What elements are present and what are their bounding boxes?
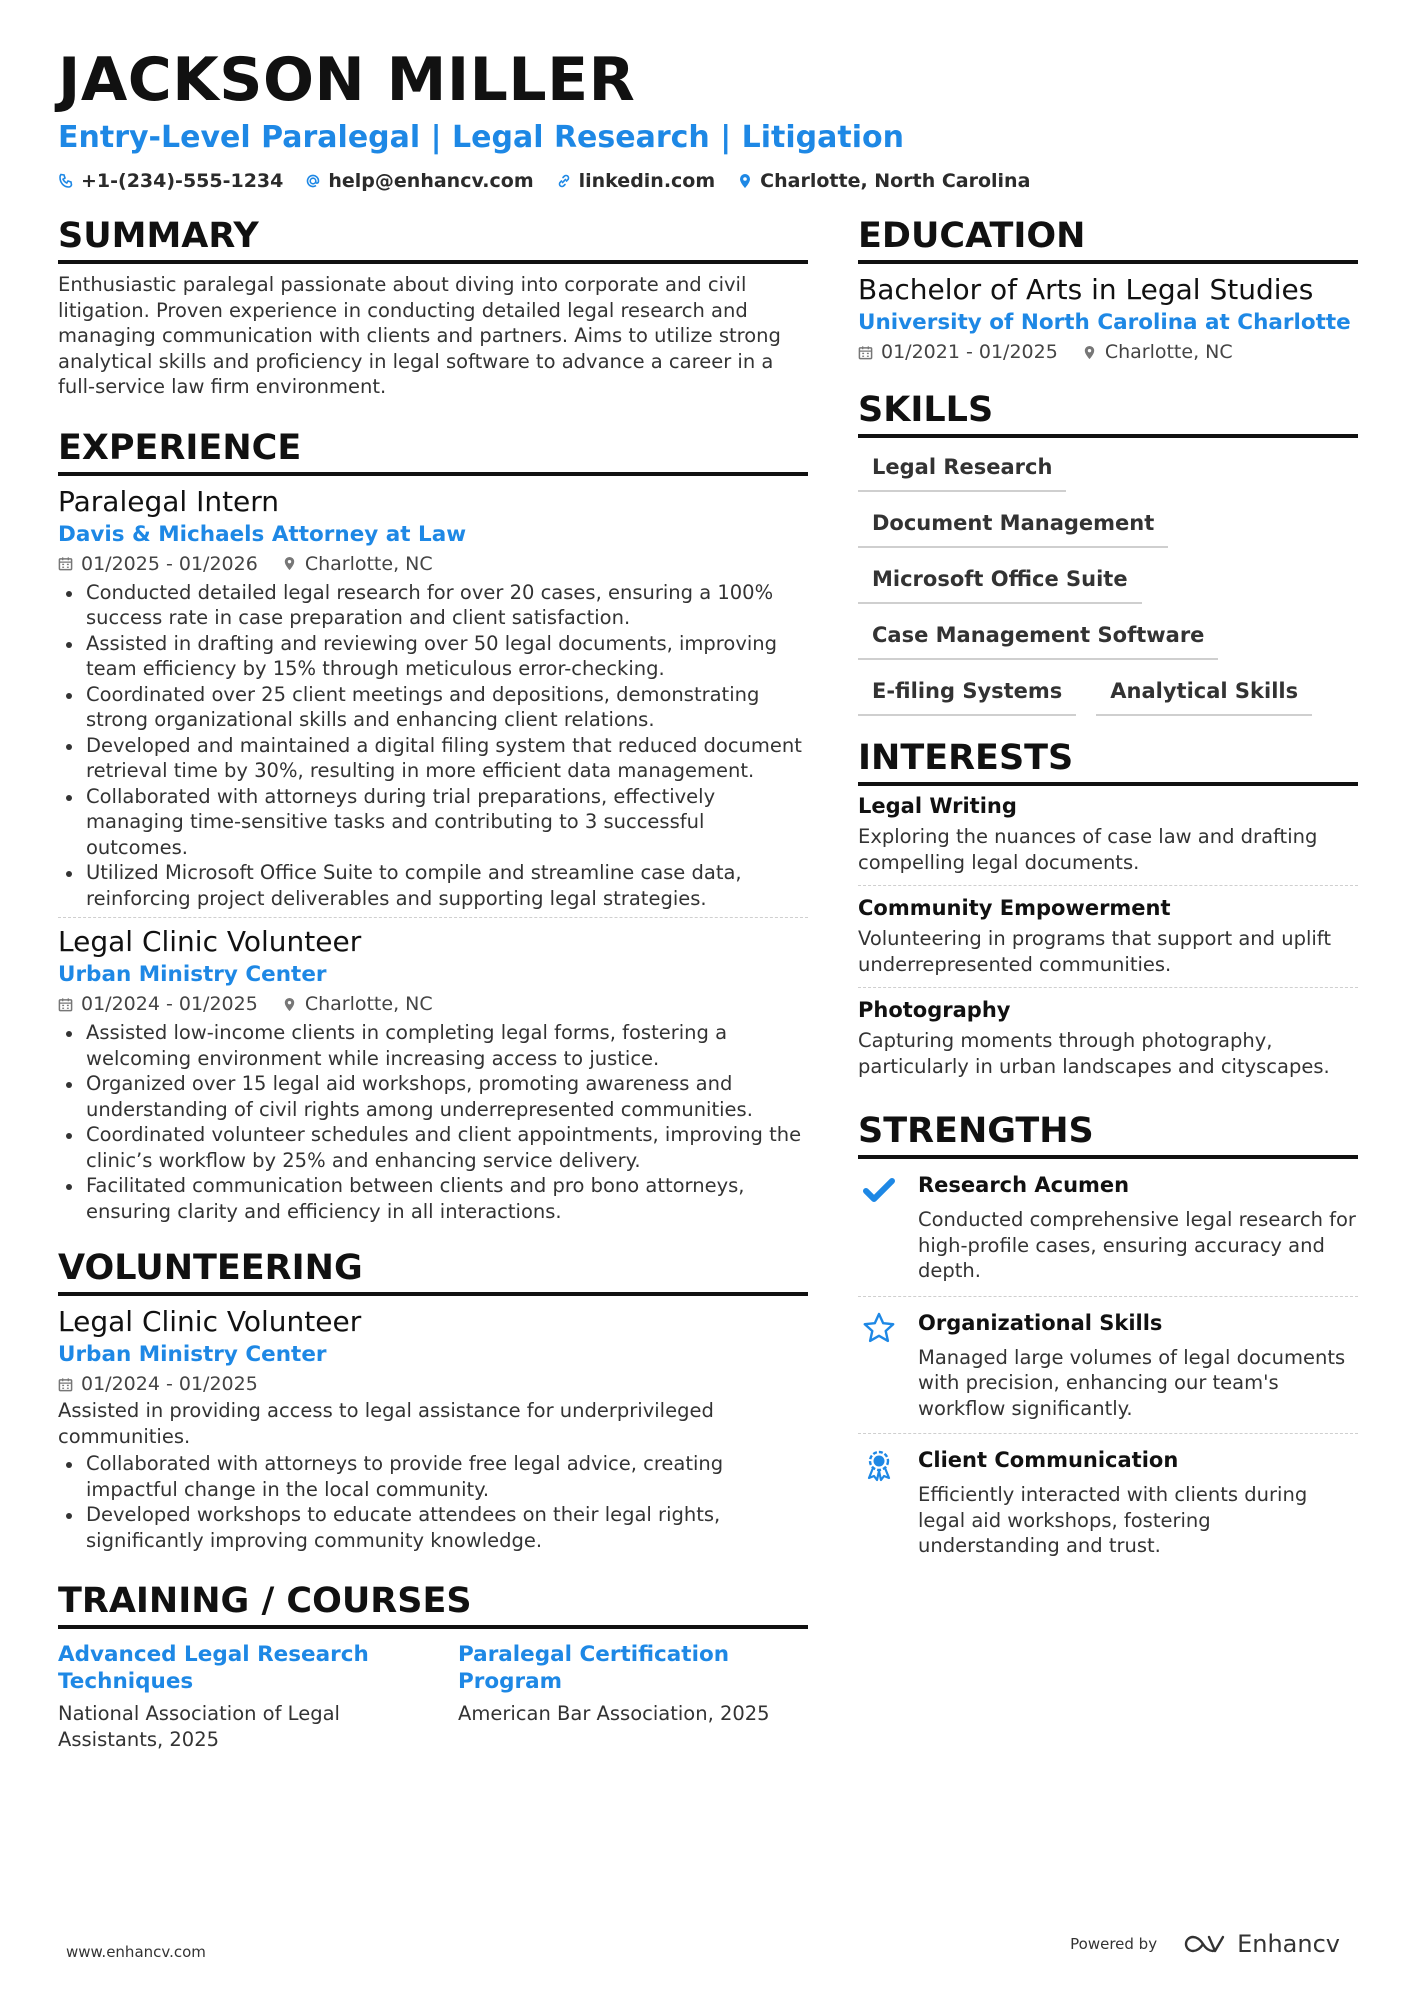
skill-tag: Microsoft Office Suite	[858, 562, 1142, 604]
map-pin-icon	[282, 556, 297, 571]
interest-title: Community Empowerment	[858, 896, 1171, 920]
strength-description: Conducted comprehensive legal research for high-profile cases, ensuring accuracy and depth.	[918, 1208, 1356, 1282]
bullet-item: Assisted in drafting and reviewing over 50 legal documents, improving team efficiency by 15% through meticulous error-checking.	[58, 631, 808, 682]
strength-title: Research Acumen	[918, 1173, 1130, 1197]
job-location-text: Charlotte, NC	[304, 552, 433, 575]
volunteering-section	[58, 1246, 808, 1553]
course-title: Paralegal Certification Program	[458, 1642, 730, 1694]
contact-row	[58, 170, 1358, 192]
contact-location	[737, 170, 1030, 192]
skill-tag: Legal Research	[858, 450, 1066, 492]
experience-entry	[58, 924, 808, 1224]
bullet-item: Developed and maintained a digital filing system that reduced document retrieval time by 30%, resulting in more efficient data management.	[58, 733, 808, 784]
job-dates	[58, 990, 258, 1018]
job-bullets	[58, 1020, 808, 1224]
at-sign-icon	[305, 173, 321, 189]
contact-email[interactable]	[305, 170, 533, 192]
skills-section	[858, 388, 1358, 716]
job-role: Paralegal Intern	[58, 484, 280, 518]
map-pin-icon	[1082, 345, 1097, 360]
bullet-item: Developed workshops to educate attendees on their legal rights, significantly improving community knowledge.	[58, 1502, 808, 1553]
calendar-icon	[58, 997, 73, 1012]
strength-title: Organizational Skills	[918, 1310, 1163, 1335]
interest-description: Capturing moments through photography, particularly in urban landscapes and cityscapes.	[858, 1029, 1330, 1078]
volunteer-description: Assisted in providing access to legal assistance for underprivileged communities.	[58, 1399, 714, 1448]
job-bullets	[58, 580, 808, 912]
job-location	[282, 550, 433, 578]
education-location	[1082, 338, 1233, 366]
education-location-text: Charlotte, NC	[1104, 341, 1233, 363]
bullet-item: Coordinated volunteer schedules and client appointments, improving the clinic’s workflow by 25% and enhancing service delivery.	[58, 1122, 808, 1173]
bullet-item: Coordinated over 25 client meetings and depositions, demonstrating strong organizational skills and enhancing client relations.	[58, 682, 808, 733]
interest-description: Exploring the nuances of case law and drafting compelling legal documents.	[858, 825, 1318, 874]
strength-description: Efficiently interacted with clients during legal aid workshops, fostering understanding and trust.	[918, 1483, 1308, 1557]
bullet-item: Organized over 15 legal aid workshops, promoting awareness and understanding of civil rights among underrepresented communities.	[58, 1071, 808, 1122]
summary-text: Enthusiastic paralegal passionate about diving into corporate and civil litigation. Proven experience in conducting detailed legal research and managing communication with clients and partners. Aims to utilize strong analytical skills and proficiency in legal software to advance a career in a full-service law firm environment.	[58, 273, 781, 398]
job-company: Davis & Michaels Attorney at Law	[58, 521, 467, 547]
brand-name: Enhancv	[1237, 1930, 1340, 1958]
skill-tag: Analytical Skills	[1096, 674, 1312, 716]
job-dates	[58, 550, 258, 578]
bullet-item: Utilized Microsoft Office Suite to compile and streamline case data, reinforcing project deliverables and supporting legal strategies.	[58, 860, 808, 911]
job-role: Legal Clinic Volunteer	[58, 925, 362, 958]
strengths-title: STRENGTHS	[858, 1109, 1358, 1159]
school: University of North Carolina at Charlotte	[858, 310, 1351, 335]
map-pin-icon	[282, 997, 297, 1012]
education-section	[858, 214, 1358, 366]
course-list	[58, 1641, 808, 1753]
interest-title: Legal Writing	[858, 794, 1017, 818]
strength-body	[918, 1171, 1358, 1284]
strength-icon-wrap	[858, 1171, 900, 1284]
volunteer-role: Legal Clinic Volunteer	[58, 1305, 362, 1338]
footer-website[interactable]: www.enhancv.com	[66, 1943, 206, 1961]
star-icon	[862, 1311, 896, 1345]
volunteer-dates	[58, 1370, 258, 1398]
strength-icon-wrap	[858, 1309, 900, 1422]
location-text: Charlotte, North Carolina	[760, 170, 1031, 192]
summary-title: SUMMARY	[58, 214, 808, 264]
skill-row	[858, 450, 1358, 492]
right-column	[858, 214, 1358, 1597]
bullet-item: Assisted low-income clients in completing legal forms, fostering a welcoming environment while increasing access to justice.	[58, 1020, 808, 1071]
volunteer-meta	[58, 1370, 808, 1398]
interest-description: Volunteering in programs that support and uplift underrepresented communities.	[858, 927, 1331, 976]
course-description: National Association of Legal Assistants, 2025	[58, 1702, 340, 1751]
course-item	[458, 1641, 808, 1753]
job-company: Urban Ministry Center	[58, 962, 327, 987]
resume-header	[58, 44, 1358, 192]
education-meta	[858, 338, 1358, 366]
bullet-item: Collaborated with attorneys during trial preparations, effectively managing time-sensitive tasks and contributing to 3 successful outcomes.	[58, 784, 808, 861]
award-ribbon-icon	[862, 1448, 896, 1482]
course-title: Advanced Legal Research Techniques	[58, 1642, 369, 1694]
strength-icon-wrap	[858, 1446, 900, 1559]
left-column	[58, 214, 808, 1779]
experience-title: EXPERIENCE	[58, 426, 808, 476]
powered-by-text: Powered by	[1070, 1935, 1158, 1953]
entry-divider	[58, 917, 808, 918]
education-dates	[858, 338, 1058, 366]
degree: Bachelor of Arts in Legal Studies	[858, 273, 1314, 306]
strength-item	[858, 1434, 1358, 1571]
volunteer-org: Urban Ministry Center	[58, 1342, 327, 1367]
email-text: help@enhancv.com	[328, 170, 534, 192]
contact-phone[interactable]	[58, 170, 283, 192]
education-title: EDUCATION	[858, 214, 1358, 264]
skill-row	[858, 618, 1358, 660]
skill-tag: E-filing Systems	[858, 674, 1076, 716]
candidate-name: JACKSON MILLER	[58, 45, 636, 115]
job-dates-text: 01/2024 - 01/2025	[81, 993, 258, 1015]
job-location-text: Charlotte, NC	[304, 993, 433, 1015]
volunteer-dates-text: 01/2024 - 01/2025	[81, 1373, 258, 1395]
summary-section	[58, 214, 808, 400]
training-section	[58, 1579, 808, 1753]
job-meta	[58, 550, 808, 578]
volunteer-bullets	[58, 1451, 808, 1553]
skill-row	[858, 506, 1358, 548]
phone-icon	[58, 173, 74, 189]
enhancv-logo-icon	[1183, 1932, 1229, 1956]
skill-list	[858, 450, 1358, 716]
job-location	[282, 990, 433, 1018]
interest-item	[858, 786, 1358, 886]
link-icon	[556, 173, 572, 189]
course-description: American Bar Association, 2025	[458, 1702, 770, 1725]
job-meta	[58, 990, 808, 1018]
checkmark-icon	[862, 1173, 896, 1207]
training-title: TRAINING / COURSES	[58, 1579, 808, 1629]
strength-description: Managed large volumes of legal documents with precision, enhancing our team's workflow significantly.	[918, 1345, 1346, 1420]
interest-item	[858, 886, 1358, 988]
experience-section	[58, 426, 808, 1225]
brand-logo[interactable]	[1183, 1930, 1340, 1958]
linkedin-text: linkedin.com	[578, 170, 716, 192]
skill-tag: Document Management	[858, 506, 1168, 548]
skill-row	[858, 562, 1358, 604]
volunteering-title: VOLUNTEERING	[58, 1246, 808, 1296]
footer-branding	[1070, 1930, 1340, 1958]
headline: Entry-Level Paralegal | Legal Research | Litigation	[58, 120, 904, 155]
education-dates-text: 01/2021 - 01/2025	[881, 341, 1058, 363]
calendar-icon	[58, 1377, 73, 1392]
interest-title: Photography	[858, 998, 1011, 1022]
bullet-item: Collaborated with attorneys to provide free legal advice, creating impactful change in the local community.	[58, 1451, 808, 1502]
strength-item	[858, 1159, 1358, 1297]
strengths-section	[858, 1109, 1358, 1571]
skills-title: SKILLS	[858, 388, 1358, 438]
strength-body	[918, 1309, 1358, 1422]
skill-tag: Case Management Software	[858, 618, 1218, 660]
skill-row	[858, 674, 1358, 716]
job-dates-text: 01/2025 - 01/2026	[81, 552, 258, 575]
bullet-item: Conducted detailed legal research for over 20 cases, ensuring a 100% success rate in case preparation and client satisfaction.	[58, 580, 808, 631]
map-pin-icon	[737, 173, 753, 189]
course-item	[58, 1641, 408, 1753]
interests-title: INTERESTS	[858, 736, 1358, 786]
phone-text: +1-(234)-555-1234	[81, 170, 284, 192]
contact-linkedin[interactable]	[556, 170, 716, 192]
experience-entry	[58, 484, 808, 912]
calendar-icon	[858, 345, 873, 360]
strength-title: Client Communication	[918, 1448, 1179, 1472]
calendar-icon	[58, 556, 73, 571]
bullet-item: Facilitated communication between clients and pro bono attorneys, ensuring clarity and efficiency in all interactions.	[58, 1173, 808, 1224]
strength-body	[918, 1446, 1358, 1559]
interest-item	[858, 988, 1358, 1089]
strength-item	[858, 1297, 1358, 1435]
interests-section	[858, 736, 1358, 1089]
